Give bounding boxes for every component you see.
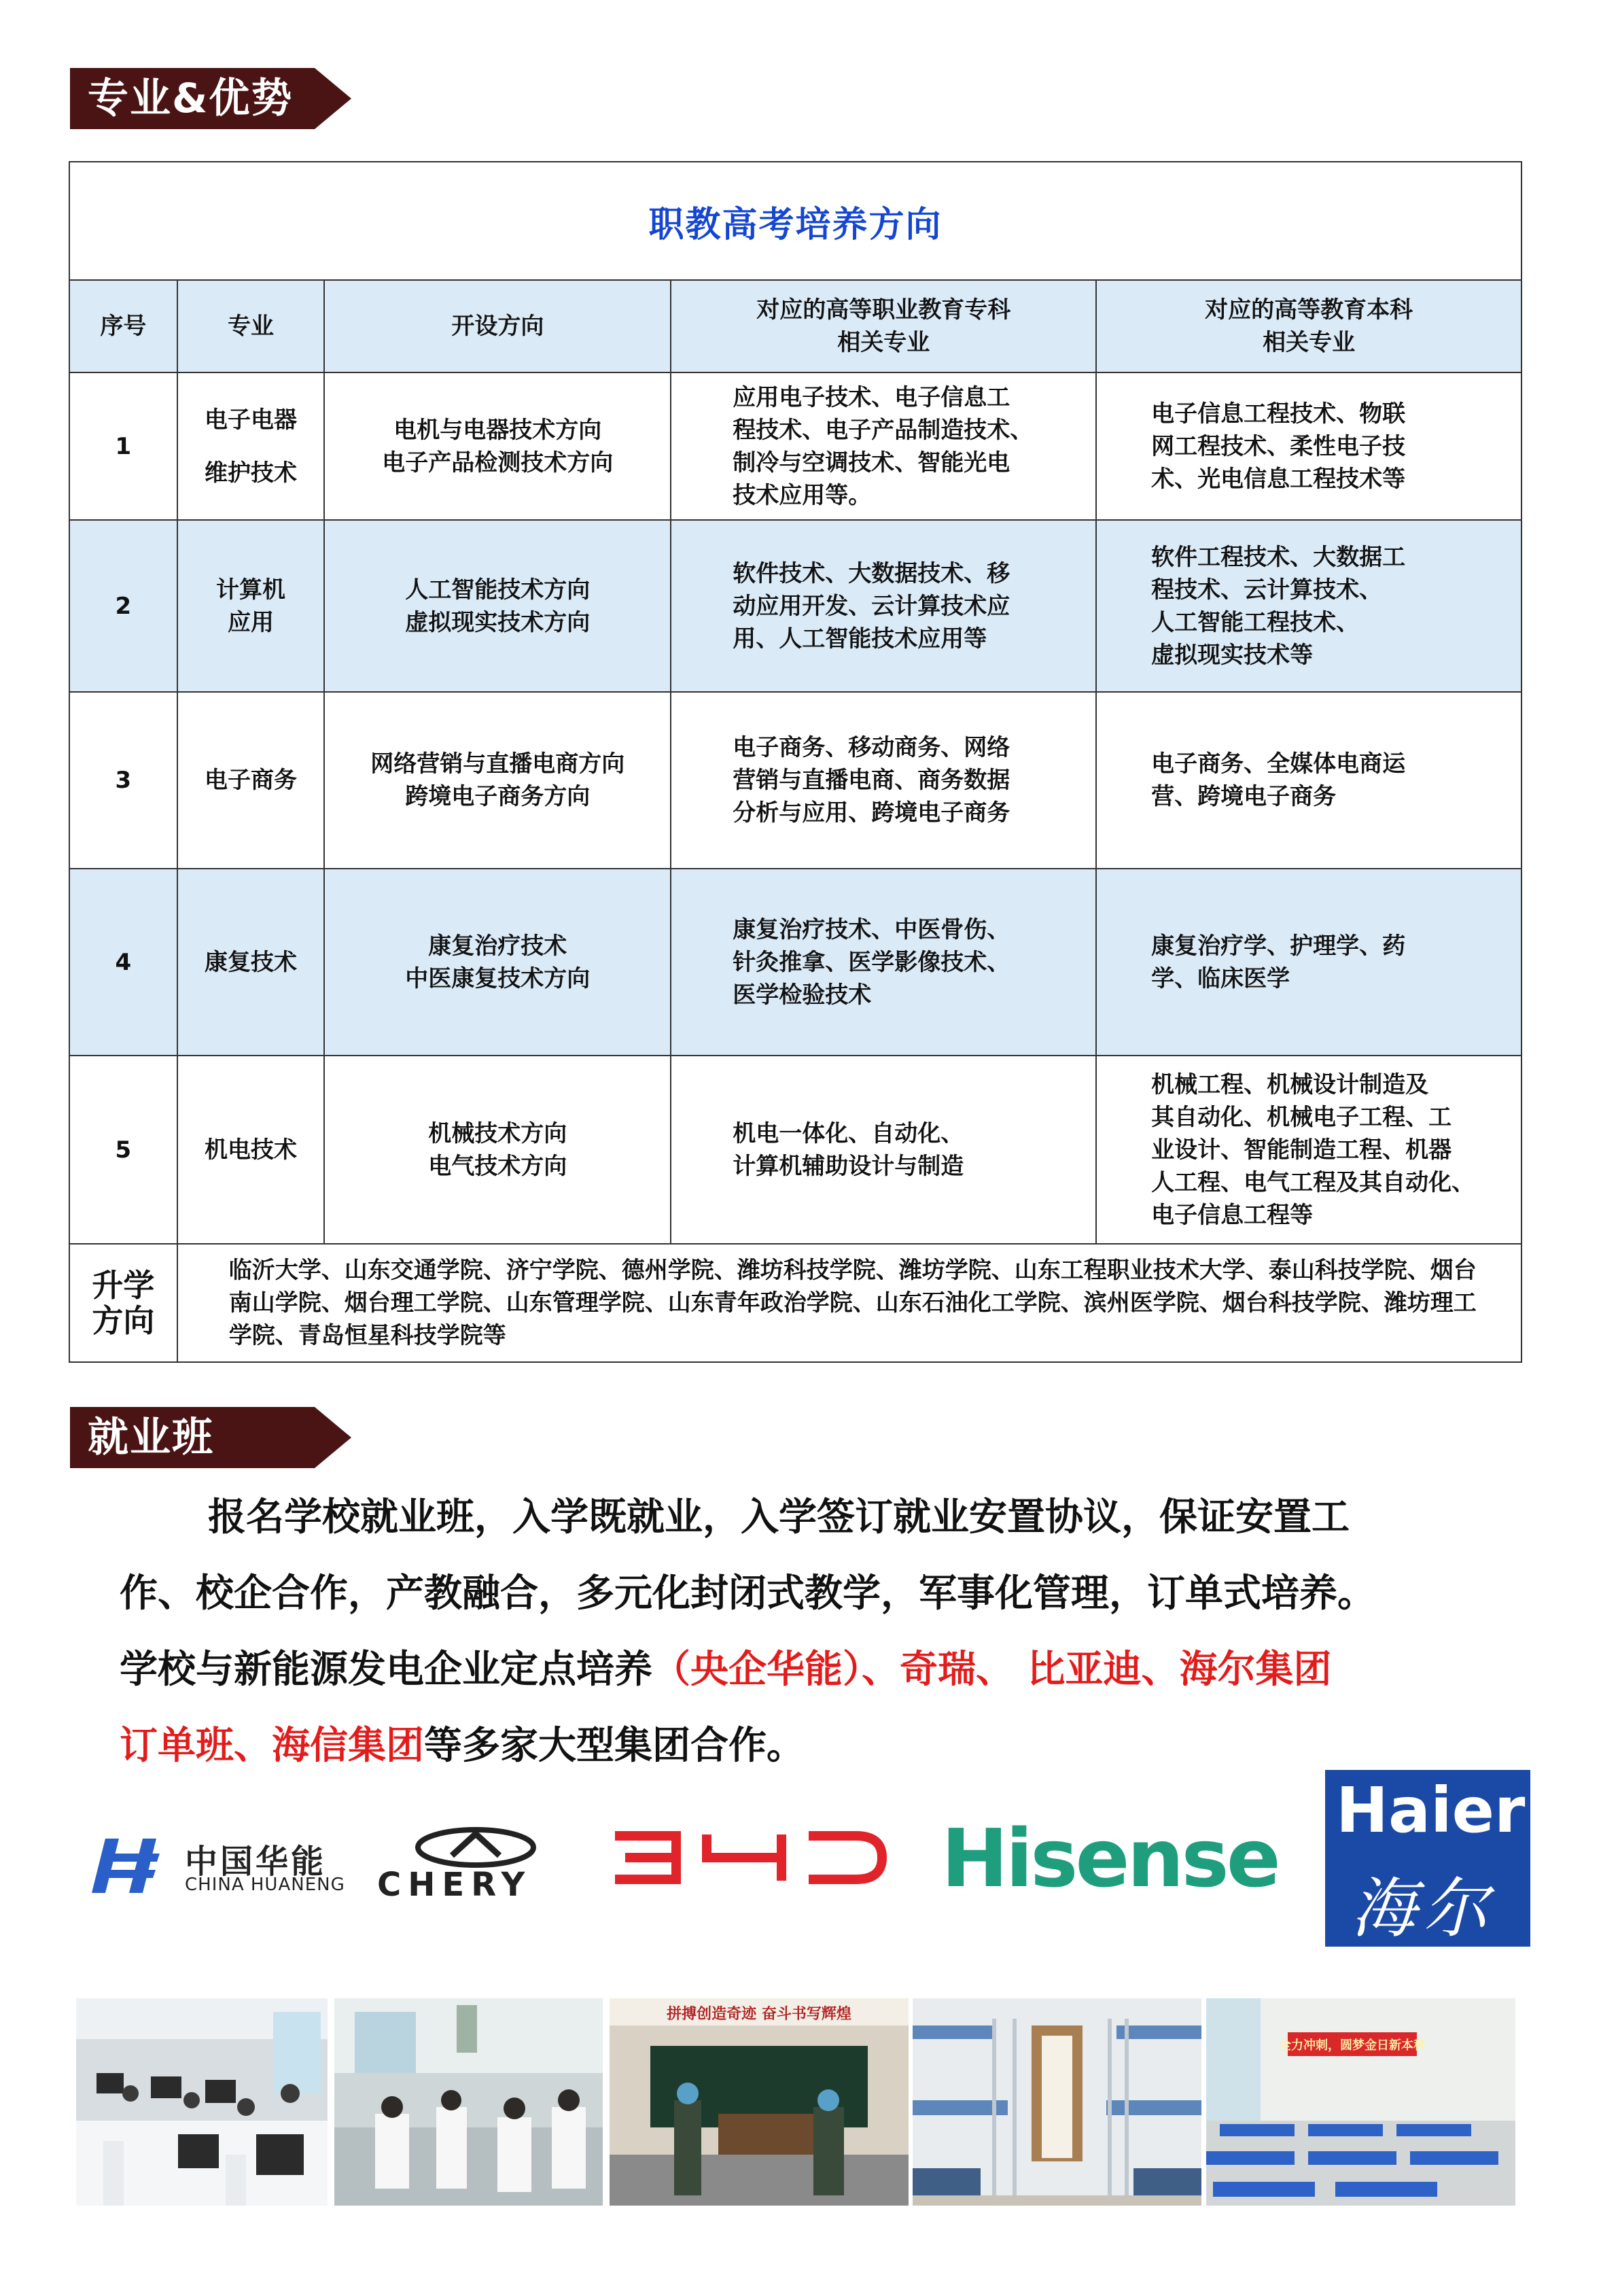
photo-computer-lab: [76, 1998, 328, 2206]
section-title-employment: 就业班: [88, 1414, 214, 1461]
para-line-3a: 学校与新能源发电企业定点培养: [120, 1648, 652, 1692]
para-line-4b: 等多家大型集团合作。: [424, 1724, 805, 1768]
row-direction: 网络营销与直播电商方向 跨境电子商务方向: [325, 693, 671, 868]
photo-dormitory: [913, 1998, 1201, 2206]
table-row: [70, 1056, 1521, 1245]
haier-logo: [1325, 1770, 1530, 1947]
further-study-row: [70, 1245, 1521, 1361]
row-no: 5: [70, 1056, 178, 1243]
huaneng-name-en: CHINA HUANENG: [185, 1875, 345, 1895]
row-direction: 康复治疗技术 中医康复技术方向: [325, 869, 671, 1055]
row-major: 康复技术: [178, 869, 326, 1055]
hisense-logo: Hisense: [941, 1811, 1278, 1905]
classroom-slogan-2: 全力冲刺，圆梦金日新本科: [1279, 2038, 1426, 2053]
row-undergrad: 机械工程、机械设计制造及 其自动化、机械电子工程、工 业设计、智能制造工程、机器 人工程、电气工程及其自动化、 电子信息工程等: [1151, 1071, 1475, 1229]
chery-name: CHERY: [377, 1866, 532, 1904]
header-undergrad: 对应的高等教育本科 相关专业: [1205, 296, 1413, 356]
employment-paragraph: [120, 1480, 1479, 1784]
para-line-3b: （央企华能）、奇瑞、 比亚迪、海尔集团: [652, 1648, 1332, 1692]
huaneng-name-cn: 中国华能: [185, 1843, 327, 1881]
row-undergrad: 康复治疗学、护理学、药 学、临床医学: [1151, 932, 1406, 992]
training-direction-table: [69, 161, 1522, 1363]
table-header-row: [70, 281, 1521, 373]
para-line-1: 报名学校就业班，入学既就业，入学签订就业安置协议，保证安置工: [208, 1495, 1350, 1540]
para-line-2: 作、校企合作，产教融合，多元化封闭式教学，军事化管理，订单式培养。: [120, 1571, 1375, 1616]
row-no: 2: [70, 521, 178, 691]
table-title: 职教高考培养方向: [70, 162, 1521, 281]
classroom-slogan-1: 拼搏创造奇迹 奋斗书写辉煌: [667, 2006, 851, 2023]
row-direction: 人工智能技术方向 虚拟现实技术方向: [325, 521, 671, 691]
row-no: 1: [70, 373, 178, 519]
table-row: [70, 373, 1521, 521]
row-vocational: 机电一体化、自动化、 计算机辅助设计与制造: [671, 1056, 1097, 1243]
row-major: 计算机 应用: [178, 521, 326, 691]
table-row: [70, 521, 1521, 693]
row-direction: 电机与电器技术方向 电子产品检测技术方向: [325, 373, 671, 519]
row-vocational: 康复治疗技术、中医骨伤、 针灸推拿、医学影像技术、 医学检验技术: [671, 869, 1097, 1055]
row-major: 机电技术: [178, 1056, 326, 1243]
header-vocational: 对应的高等职业教育专科 相关专业: [671, 281, 1097, 372]
photo-medical-training: [334, 1998, 603, 2206]
chery-logo-icon: [415, 1827, 537, 1868]
para-line-4a: 订单班、海信集团: [120, 1724, 424, 1768]
header-direction: 开设方向: [325, 281, 671, 372]
row-undergrad: 软件工程技术、大数据工 程技术、云计算技术、 人工智能工程技术、 虚拟现实技术等: [1151, 543, 1406, 669]
row-no: 3: [70, 693, 178, 868]
header-major: 专业: [178, 281, 326, 372]
huaneng-logo-icon: [92, 1839, 170, 1893]
photo-study-room: [1206, 1998, 1515, 2206]
photo-classroom-practice: [610, 1998, 909, 2206]
row-no: 4: [70, 869, 178, 1055]
row-undergrad: 电子商务、全媒体电商运 营、跨境电子商务: [1151, 750, 1406, 810]
row-vocational: 应用电子技术、电子信息工 程技术、电子产品制造技术、 制冷与空调技术、智能光电 技术应用等。: [671, 373, 1097, 519]
row-major: 电子商务: [178, 693, 326, 868]
row-vocational: 软件技术、大数据技术、移 动应用开发、云计算技术应 用、人工智能技术应用等: [671, 521, 1097, 691]
further-study-label: 升学 方向: [70, 1245, 178, 1361]
haier-name-en: Haier: [1336, 1774, 1526, 1847]
row-direction: 机械技术方向 电气技术方向: [325, 1056, 671, 1243]
further-study-text: 临沂大学、山东交通学院、济宁学院、德州学院、潍坊科技学院、潍坊学院、山东工程职业技术大学、泰山科技学院、烟台南山学院、烟台理工学院、山东管理学院、山东青年政治学院、山东石油化工学院、滨州医学院、烟台科技学院、潍坊理工学院、青岛恒星科技学院等: [228, 1257, 1477, 1349]
haier-name-cn: 海尔: [1351, 1871, 1495, 1947]
table-row: [70, 693, 1521, 869]
table-row: [70, 869, 1521, 1056]
byd-logo-icon: [612, 1830, 887, 1885]
row-undergrad: 电子信息工程技术、物联 网工程技术、柔性电子技 术、光电信息工程技术等: [1151, 400, 1406, 493]
section-title-major: 专业&优势: [88, 75, 294, 122]
row-major: 电子电器 维护技术: [178, 373, 326, 519]
row-vocational: 电子商务、移动商务、网络 营销与直播电商、商务数据 分析与应用、跨境电子商务: [671, 693, 1097, 868]
header-no: 序号: [70, 281, 178, 372]
